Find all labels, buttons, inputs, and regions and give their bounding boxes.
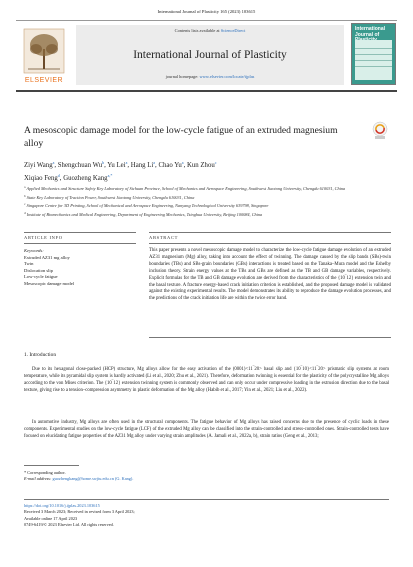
- divider: [24, 243, 136, 244]
- affiliations: [24, 184, 389, 218]
- email-label: E-mail address:: [24, 476, 53, 482]
- affiliation-text: Institute of Biomechanics and Medical Engineering, Department of Engineering Mechanics, Tsinghua University, Beijing 100084, China: [25, 211, 263, 217]
- keyword: Twin: [24, 261, 34, 267]
- author[interactable]: [58, 162, 104, 169]
- affiliation-marker: c: [24, 202, 26, 207]
- keywords-label: Keywords:: [24, 248, 44, 253]
- paragraph: Due to its hexagonal close-packed (HCP) structure, Mg alloys allow for the easy activation of the (0001)<11‾20> basal slip and {10‾10}<11‾20> prismatic slip systems at room temperature, while its pyramidal slip system is hardly activated (Li et al., 2020; Zhu et al., 2021). Therefore, deformation twinning is essential for the plasticity of the polycrystalline Mg alloys according to the von Mises criterion. The {10‾12} extension twinning system is commonly observed and can only occur under compressive loading in the extrusion direction due to the basal texture, giving rise to a tension–compression asymmetry in plastic deformation of the Mg alloy (Habib et al., 2017; Yin et al., 2021; Liu et al., 2022).: [24, 367, 389, 394]
- abstract-heading: ABSTRACT: [149, 235, 179, 240]
- author-name: Shengchuan Wu: [57, 162, 103, 169]
- journal-reference: International Journal of Plasticity 165 (2023) 103615: [157, 9, 256, 14]
- affiliation: [24, 184, 389, 193]
- sciencedirect-link[interactable]: ScienceDirect: [220, 28, 246, 33]
- keyword: Mesoscopic damage model: [24, 280, 75, 286]
- author-name: Kun Zhou: [186, 162, 215, 169]
- author[interactable]: [158, 162, 183, 169]
- author-name: Ziyi Wang: [24, 162, 53, 169]
- paragraph: In automotive industry, Mg alloys are often used in the structural components. The fatigue behavior of Mg alloys has raised concerns due to the presence of cyclic loads in these components. Experimental studies on the low-cycle fatigue (LCF) of the extruded Mg alloy can be classified into the strain-controlled and stress-controlled ones. Strain-controlled tests have focused on elucidating fatigue properties of the AZ31 Mg alloy under varying strain amplitudes (A. Jamali et al., 2022a, b), strain ratios (Geng et al., 2013;: [24, 420, 389, 440]
- author-affiliation-marker[interactable]: a,*: [107, 173, 113, 178]
- check-for-updates-icon[interactable]: [372, 121, 388, 141]
- journal-header: [16, 20, 397, 92]
- copyright: 0749-6419/© 2023 Elsevier Ltd. All rights reserved.: [24, 522, 114, 528]
- author-line-2: Xiqiao Feng$^d$, Guozheng Kang$^{a,*}$: [24, 173, 113, 182]
- author-list: [24, 158, 389, 184]
- divider: [24, 499, 389, 500]
- author-affiliation-marker[interactable]: a: [125, 160, 128, 165]
- available-online: Available online 17 April 2023: [24, 515, 78, 521]
- section-heading: 1. Introduction: [24, 352, 57, 358]
- author-affiliation-marker[interactable]: d: [57, 173, 60, 178]
- email-link[interactable]: guozhengkang@home.swjtu.edu.cn (G. Kang).: [52, 476, 134, 482]
- affiliation: [24, 210, 389, 219]
- corresponding-author-note: * Corresponding author.: [24, 470, 66, 475]
- journal-info-panel: [76, 25, 344, 85]
- footnotes: [24, 470, 224, 483]
- affiliation-marker: a: [24, 185, 26, 189]
- author[interactable]: [24, 162, 54, 169]
- author-name: Chao Yu: [158, 162, 182, 169]
- author[interactable]: [63, 175, 112, 182]
- affiliation: [24, 193, 389, 202]
- article-title: A mesoscopic damage model for the low-cycle fatigue of an extruded magnesium alloy: [24, 125, 338, 149]
- journal-cover-thumbnail[interactable]: [351, 23, 396, 85]
- author[interactable]: [131, 162, 155, 169]
- keyword: Extruded AZ31 mg alloy: [24, 254, 70, 260]
- author-affiliation-marker[interactable]: b: [102, 160, 105, 165]
- author-name: Xiqiao Feng: [24, 175, 58, 182]
- affiliation-text: State Key Laboratory of Traction Power, Southwest Jiaotong University, Chengdu 610031, China: [25, 194, 195, 200]
- affiliation-text: Singapore Centre for 3D Printing, School of Mechanical and Aerospace Engineering, Nanyang Technological University 639798, Singapore: [25, 203, 269, 209]
- affiliation-marker: d: [24, 210, 26, 215]
- cover-line: [355, 54, 392, 55]
- author-name: Yu Lei: [107, 162, 126, 169]
- doi-link[interactable]: https://doi.org/10.1016/j.ijplas.2023.103615: [24, 503, 100, 508]
- affiliation: [24, 201, 389, 210]
- abstract-text: This paper presents a novel mesoscopic damage model to characterize the low-cycle fatigue damage evolution of an extruded AZ31 magnesium (Mg) alloy, taking into account the effect of twinning. The damage caused by the slip bands (SBs)-twin boundaries (TBs) and SBs-grain boundaries (GBs) interactions is treated based on the Tanaka–Mura model and the Eshelby inclusion theory. Strain energy values at the TBs and GBs are defined as the TB and GB damage variables, respectively. Explicit formulas for the TB and GB damage evolution are derived from the characteristics of the {10‾12} extension twin and the basal texture. A fracture energy-based crack initiation criterion is established, and the proposed damage model is validated against the existing experimental results. The model demonstrates its ability to reproduce the damage evolution processes, and the predictions of the crack initiation life are within the twice error band.: [149, 248, 391, 302]
- check-updates-badge-icon: [372, 121, 388, 141]
- author-name: Hang Li: [130, 162, 154, 169]
- article-info-heading: ARTICLE INFO: [24, 235, 63, 240]
- divider: [149, 232, 391, 233]
- publisher-name: ELSEVIER: [24, 77, 64, 84]
- cover-title: International Journal of: [355, 26, 386, 38]
- author[interactable]: [107, 162, 127, 169]
- email-note: [24, 476, 224, 482]
- keywords-block: [24, 248, 124, 288]
- homepage-line: [76, 74, 344, 79]
- received-dates: Received 3 March 2023; Received in revised form 3 April 2023;: [24, 509, 135, 515]
- elsevier-logo[interactable]: [18, 25, 70, 89]
- author[interactable]: [187, 162, 217, 169]
- divider: [149, 243, 391, 244]
- divider: [149, 337, 391, 338]
- cover-line: [355, 66, 392, 67]
- cover-line: [355, 48, 392, 49]
- author-affiliation-marker[interactable]: a: [181, 160, 184, 165]
- keyword: Low-cycle fatigue: [24, 274, 58, 280]
- keyword: Dislocation slip: [24, 267, 53, 273]
- divider: [24, 232, 136, 233]
- author-affiliation-marker[interactable]: c: [214, 160, 217, 165]
- author-affiliation-marker[interactable]: a: [153, 160, 156, 165]
- cover-line: [355, 60, 392, 61]
- footnote-divider: [24, 465, 79, 466]
- author-name: Guozheng Kang: [63, 175, 108, 182]
- homepage-prefix: journal homepage:: [165, 74, 200, 79]
- contents-line: [76, 28, 344, 33]
- affiliation-marker: b: [24, 193, 26, 198]
- author[interactable]: [24, 175, 60, 182]
- contents-prefix: Contents lists available at: [174, 28, 221, 33]
- journal-title: International Journal of Plasticity: [133, 49, 287, 61]
- keywords-list: [24, 255, 124, 288]
- homepage-link[interactable]: www.elsevier.com/locate/ijplas: [199, 74, 255, 79]
- article-metadata: [24, 503, 244, 529]
- author-line-1: Ziyi Wang$^a$, Shengchuan Wu$^b$, Yu Lei$^a$, Hang Li$^a$, Chao Yu$^a$, Kun Zhou$^c$: [24, 160, 217, 169]
- affiliation-text: Applied Mechanics and Structure Safety Key Laboratory of Sichuan Province, School of Mechanics and Aerospace Engineering, Southwest Jiaotong University, Chengdu 610031, China: [25, 186, 346, 191]
- author-affiliation-marker[interactable]: a: [52, 160, 55, 165]
